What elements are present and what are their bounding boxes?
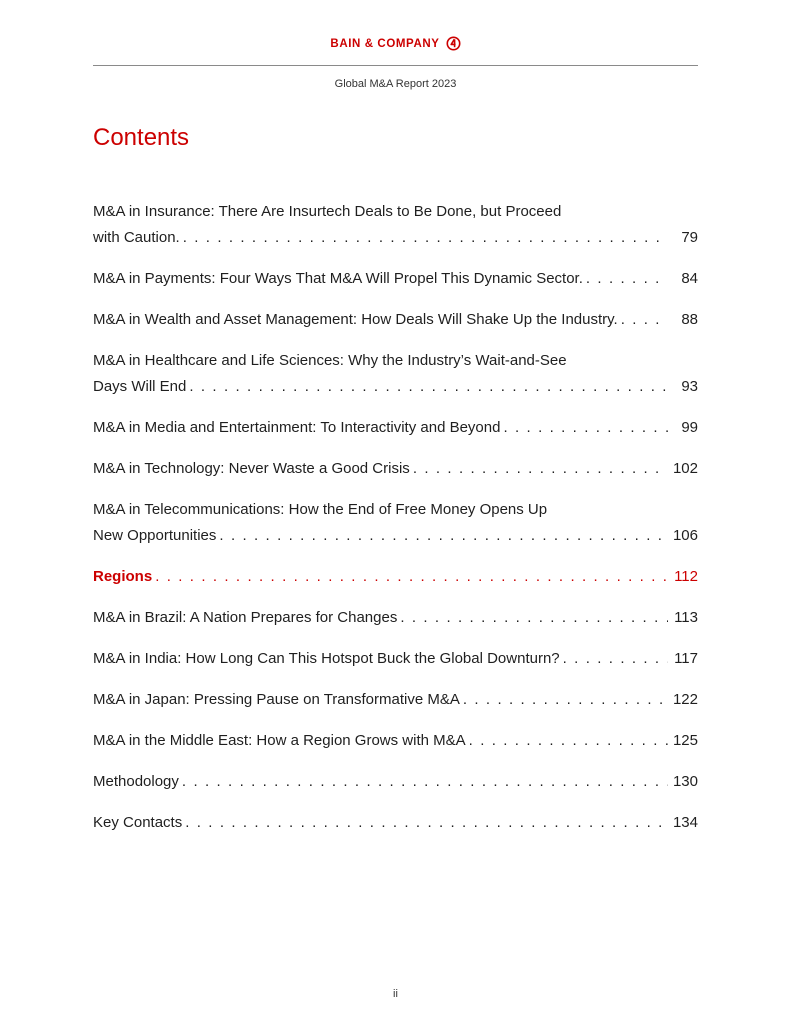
brand-name: BAIN & COMPANY <box>330 37 440 50</box>
toc-entry-row <box>93 605 698 631</box>
dot-leader <box>155 564 668 590</box>
toc-entry-title: Methodology <box>93 773 179 790</box>
dot-leader <box>621 307 668 333</box>
table-of-contents <box>93 199 698 851</box>
toc-entry[interactable] <box>93 810 698 836</box>
toc-entry[interactable] <box>93 415 698 441</box>
toc-entry-title: M&A in Japan: Pressing Pause on Transformative M&A <box>93 691 460 708</box>
toc-entry-page: 134 <box>672 814 698 831</box>
toc-entry-row <box>93 415 698 441</box>
dot-leader <box>185 810 668 836</box>
dot-leader <box>400 605 668 631</box>
toc-entry-row <box>93 646 698 672</box>
toc-entry-title: M&A in Wealth and Asset Management: How Deals Will Shake Up the Industry. <box>93 311 618 328</box>
toc-entry-row <box>93 523 698 549</box>
toc-entry[interactable] <box>93 646 698 672</box>
toc-entry[interactable] <box>93 687 698 713</box>
toc-entry-title: Days Will End <box>93 378 187 395</box>
dot-leader <box>586 266 668 292</box>
toc-entry-title: with Caution. <box>93 229 180 246</box>
toc-entry[interactable] <box>93 307 698 333</box>
dot-leader <box>183 225 668 251</box>
report-title: Global M&A Report 2023 <box>334 78 457 90</box>
dot-leader <box>463 687 668 713</box>
dot-leader <box>503 415 668 441</box>
toc-entry-page: 79 <box>681 229 698 246</box>
toc-entry[interactable] <box>93 497 698 549</box>
toc-entry-title: M&A in India: How Long Can This Hotspot Buck the Global Downturn? <box>93 650 560 667</box>
toc-entry-title: M&A in Technology: Never Waste a Good Crisis <box>93 460 410 477</box>
toc-entry-row <box>93 456 698 482</box>
toc-entry-row <box>93 564 698 590</box>
toc-entry-page: 102 <box>672 460 698 477</box>
bain-logo-icon <box>446 36 461 51</box>
toc-entry-title-line: M&A in Telecommunications: How the End of Free Money Opens Up <box>93 501 548 518</box>
toc-entry-title: M&A in Payments: Four Ways That M&A Will Propel This Dynamic Sector. <box>93 270 583 287</box>
toc-entry-row <box>93 810 698 836</box>
dot-leader <box>563 646 668 672</box>
dot-leader <box>182 769 668 795</box>
toc-entry-page: 117 <box>674 650 698 667</box>
toc-entry-row <box>93 307 698 333</box>
toc-entry[interactable] <box>93 564 698 590</box>
toc-entry-title-line: M&A in Healthcare and Life Sciences: Why the Industry’s Wait-and-See <box>93 352 567 369</box>
toc-entry[interactable] <box>93 199 698 251</box>
toc-entry[interactable] <box>93 348 698 400</box>
header-divider <box>93 65 698 66</box>
toc-entry-page: 106 <box>672 527 698 544</box>
toc-entry-title-line: M&A in Insurance: There Are Insurtech Deals to Be Done, but Proceed <box>93 203 562 220</box>
toc-entry[interactable] <box>93 728 698 754</box>
dot-leader <box>189 374 668 400</box>
page-number: ii <box>393 988 398 1000</box>
brand-logo <box>0 36 791 51</box>
toc-entry-row <box>93 374 698 400</box>
toc-entry[interactable] <box>93 266 698 292</box>
toc-entry-title: New Opportunities <box>93 527 217 544</box>
toc-entry-title: Regions <box>93 568 153 585</box>
toc-entry-row <box>93 687 698 713</box>
toc-entry-page: 99 <box>681 419 698 436</box>
toc-entry-title: Key Contacts <box>93 814 183 831</box>
toc-entry-title: M&A in the Middle East: How a Region Grows with M&A <box>93 732 466 749</box>
toc-entry-page: 113 <box>674 609 698 626</box>
toc-entry[interactable] <box>93 769 698 795</box>
toc-entry-row <box>93 266 698 292</box>
toc-entry-page: 112 <box>674 568 698 585</box>
dot-leader <box>219 523 668 549</box>
toc-entry-page: 88 <box>681 311 698 328</box>
toc-entry-page: 93 <box>681 378 698 395</box>
toc-entry-page: 130 <box>672 773 698 790</box>
toc-entry-page: 125 <box>672 732 698 749</box>
toc-entry-title: M&A in Media and Entertainment: To Interactivity and Beyond <box>93 419 501 436</box>
toc-entry[interactable] <box>93 456 698 482</box>
dot-leader <box>469 728 668 754</box>
dot-leader <box>413 456 668 482</box>
toc-entry-row <box>93 225 698 251</box>
toc-entry-title: M&A in Brazil: A Nation Prepares for Changes <box>93 609 398 626</box>
toc-entry[interactable] <box>93 605 698 631</box>
toc-entry-page: 122 <box>672 691 698 708</box>
toc-entry-row <box>93 728 698 754</box>
toc-entry-page: 84 <box>681 270 698 287</box>
toc-entry-row <box>93 769 698 795</box>
page-title: Contents <box>93 124 190 151</box>
